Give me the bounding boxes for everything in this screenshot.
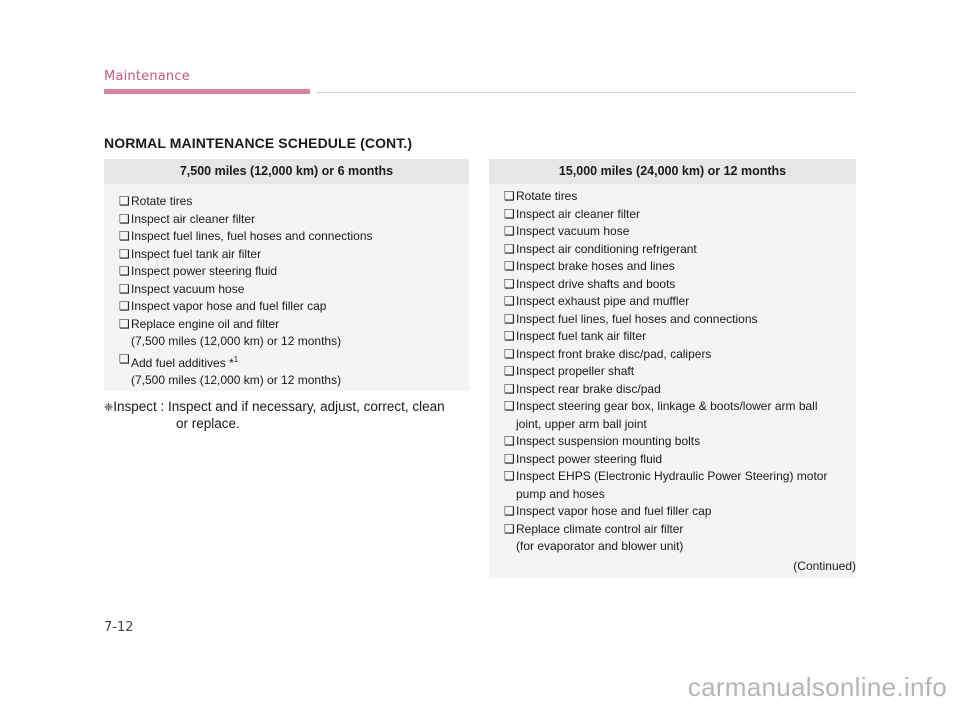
checklist-item — [504, 188, 856, 206]
watermark: carmanualsonline.info — [687, 672, 947, 702]
checklist-item-text: Inspect air cleaner filter — [131, 211, 256, 226]
checkbox-icon: ❑ — [504, 224, 515, 238]
checklist-item-text: Inspect fuel lines, fuel hoses and connections — [516, 311, 758, 326]
checkbox-icon: ❑ — [119, 299, 130, 313]
checklist-item-text: Inspect front brake disc/pad, calipers — [516, 346, 712, 361]
checklist-item — [504, 363, 856, 381]
checkbox-icon: ❑ — [504, 364, 515, 378]
checkbox-icon: ❑ — [119, 351, 130, 366]
checklist-item-text: Inspect steering gear box, linkage & boots/lower arm ball — [516, 399, 818, 413]
checklist-item-text: Add fuel additives * — [131, 355, 234, 370]
checkbox-icon: ❑ — [119, 246, 130, 261]
note-line-1: Inspect : Inspect and if necessary, adjust, correct, clean — [113, 399, 445, 414]
checklist-item — [119, 316, 469, 334]
checklist-item — [119, 298, 469, 316]
schedule-box-7500 — [104, 159, 469, 391]
checklist-item-text: Inspect power steering fluid — [131, 264, 278, 278]
checklist-item-detail: (for evaporator and blower unit) — [516, 539, 684, 553]
checkbox-icon: ❑ — [119, 264, 130, 278]
checkbox-icon: ❑ — [504, 469, 515, 483]
schedule-box-title: 7,500 miles (12,000 km) or 6 months — [104, 159, 469, 184]
checkbox-icon: ❑ — [504, 346, 515, 361]
checklist-item — [504, 311, 856, 329]
checklist-item-text: Inspect fuel tank air filter — [131, 246, 262, 261]
checklist-item-text: Inspect drive shafts and boots — [516, 276, 676, 291]
checklist-item-detail: joint, upper arm ball joint — [516, 416, 647, 431]
checkbox-icon: ❑ — [119, 194, 130, 208]
checklist-item — [119, 228, 469, 246]
checklist-item — [504, 451, 856, 469]
checklist-item — [119, 211, 469, 229]
checklist-item-text: Inspect air conditioning refrigerant — [516, 241, 697, 256]
checkbox-icon: ❑ — [504, 294, 515, 308]
checklist-item-text: Inspect suspension mounting bolts — [516, 434, 701, 448]
checklist-item-text: Inspect air cleaner filter — [516, 206, 641, 221]
checklist-item — [504, 346, 856, 364]
checklist-item — [504, 258, 856, 276]
checkbox-icon: ❑ — [504, 311, 515, 326]
footnote-marker: 1 — [233, 354, 239, 364]
checklist-item-text: Rotate tires — [131, 194, 193, 208]
page-title: NORMAL MAINTENANCE SCHEDULE (CONT.) — [104, 135, 413, 151]
checklist-item — [119, 263, 469, 281]
checklist-item — [504, 503, 856, 521]
checklist-item — [504, 241, 856, 259]
checkbox-icon: ❑ — [504, 276, 515, 291]
checklist-item — [504, 521, 856, 539]
checklist-item — [504, 328, 856, 346]
checkbox-icon: ❑ — [504, 259, 515, 273]
checkbox-icon: ❑ — [504, 399, 515, 413]
checklist-item-detail: (7,500 miles (12,000 km) or 12 months) — [131, 334, 342, 348]
checkbox-icon: ❑ — [504, 504, 515, 518]
checklist-item-text: Inspect exhaust pipe and muffler — [516, 294, 690, 308]
checklist-item-text: Inspect rear brake disc/pad — [516, 381, 661, 396]
checklist-item-text: Inspect propeller shaft — [516, 364, 635, 378]
checkbox-icon: ❑ — [504, 381, 515, 396]
checkbox-icon: ❑ — [504, 329, 515, 343]
checkbox-icon: ❑ — [119, 211, 130, 226]
checklist-item — [504, 398, 856, 416]
schedule-box-15000 — [489, 159, 856, 578]
page-number: 7-12 — [104, 620, 134, 635]
checklist — [104, 184, 469, 390]
checklist-item-text: Inspect vapor hose and fuel filler cap — [131, 299, 327, 313]
checklist-item — [119, 281, 469, 299]
checklist-item — [119, 351, 469, 373]
checklist-item-text: Rotate tires — [516, 189, 578, 203]
checklist-item-detail: pump and hoses — [516, 486, 605, 501]
checkbox-icon: ❑ — [119, 229, 130, 243]
checkbox-icon: ❑ — [504, 189, 515, 203]
note-symbol: ❈ — [104, 401, 114, 414]
note-line-2: or replace. — [176, 416, 240, 431]
checklist-item-text: Inspect EHPS (Electronic Hydraulic Power Steering) motor — [516, 469, 828, 483]
section-label: Maintenance — [104, 69, 190, 84]
schedule-box-title: 15,000 miles (24,000 km) or 12 months — [489, 159, 856, 184]
checkbox-icon: ❑ — [504, 434, 515, 448]
checkbox-icon: ❑ — [504, 451, 515, 466]
checklist-item — [504, 206, 856, 224]
checklist-item-text: Inspect fuel lines, fuel hoses and connections — [131, 229, 373, 243]
checkbox-icon: ❑ — [504, 206, 515, 221]
checkbox-icon: ❑ — [119, 316, 130, 331]
checklist-item-text: Inspect power steering fluid — [516, 451, 663, 466]
checklist — [489, 184, 856, 556]
checklist-item-text: Replace engine oil and filter — [131, 316, 280, 331]
header-rule — [316, 92, 856, 93]
header-accent-rule — [104, 89, 310, 94]
checklist-item-text: Inspect fuel tank air filter — [516, 329, 647, 343]
checklist-item — [504, 223, 856, 241]
checkbox-icon: ❑ — [504, 521, 515, 536]
checklist-item — [119, 193, 469, 211]
checklist-item — [504, 276, 856, 294]
checklist-item-text: Inspect vacuum hose — [131, 281, 245, 296]
inspect-note — [104, 399, 474, 432]
checkbox-icon: ❑ — [119, 281, 130, 296]
checklist-item-text: Inspect vacuum hose — [516, 224, 630, 238]
checklist-item-detail: (7,500 miles (12,000 km) or 12 months) — [131, 373, 342, 387]
checklist-item — [119, 246, 469, 264]
checkbox-icon: ❑ — [504, 241, 515, 256]
checklist-item — [504, 293, 856, 311]
checklist-item-text: Replace climate control air filter — [516, 521, 684, 536]
checklist-item — [504, 468, 856, 486]
checklist-item-text: Inspect vapor hose and fuel filler cap — [516, 504, 712, 518]
checklist-item-text: Inspect brake hoses and lines — [516, 259, 675, 273]
checklist-item — [504, 381, 856, 399]
checklist-item — [504, 433, 856, 451]
continued-label: (Continued) — [793, 559, 856, 573]
